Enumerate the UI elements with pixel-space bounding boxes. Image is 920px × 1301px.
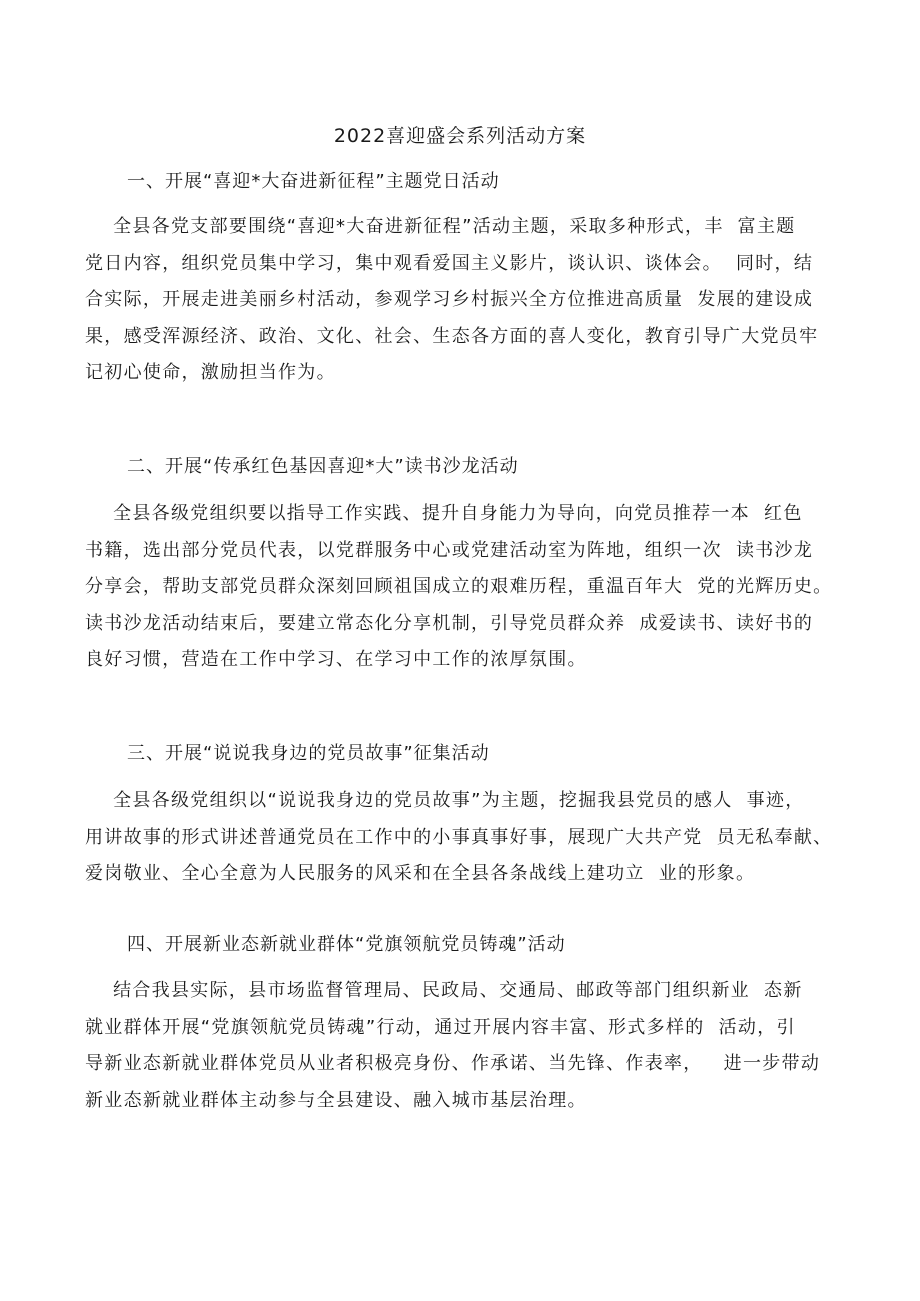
paragraph-line: 全县各党支部要围绕“喜迎*大奋进新征程”活动主题，采取多种形式，丰 富主题 [85,216,796,237]
paragraph-line: 爱岗敬业、全心全意为人民服务的风采和在全县各条战线上建功立 业的形象。 [85,863,756,885]
paragraph-line: 读书沙龙活动结束后，要建立常态化分享机制，引导党员群众养 成爱读书、读好书的 [85,612,814,634]
section-heading-3: 三、开展“说说我身边的党员故事”征集活动 [127,743,490,764]
paragraph-line: 全县各级党组织要以指导工作实践、提升自身能力为导向，向党员推荐一本 红色 [85,503,803,524]
paragraph-line: 合实际，开展走进美丽乡村活动，参观学习乡村振兴全方位推进高质量 发展的建设成 [85,289,814,311]
section-heading-1: 一、开展“喜迎*大奋进新征程”主题党日活动 [127,171,500,192]
paragraph-line: 结合我县实际，县市场监督管理局、民政局、交通局、邮政等部门组织新业 态新 [85,980,803,1001]
section-paragraph-3 [85,783,845,893]
paragraph-line: 新业态新就业群体主动参与全县建设、融入城市基层治理。 [85,1089,587,1111]
paragraph-line: 书籍，选出部分党员代表，以党群服务中心或党建活动室为阵地，组织一次 读书沙龙 [85,539,814,561]
paragraph-line: 良好习惯，营造在工作中学习、在学习中工作的浓厚氛围。 [85,649,587,671]
section-heading-2: 二、开展“传承红色基因喜迎*大”读书沙龙活动 [127,456,519,477]
paragraph-line: 就业群体开展“党旗领航党员铸魂”行动，通过开展内容丰富、形式多样的 活动，引 [85,1016,796,1038]
paragraph-line: 果，感受浑源经济、政治、文化、社会、生态各方面的喜人变化，教育引导广大党员牢 [85,325,819,347]
paragraph-line: 全县各级党组织以“说说我身边的党员故事”为主题，挖掘我县党员的感人 事迹， [85,790,805,811]
paragraph-line: 分享会，帮助支部党员群众深刻回顾祖国成立的艰难历程，重温百年大 党的光辉历史。 [85,576,833,598]
document-title: 2022喜迎盛会系列活动方案 [333,125,587,147]
paragraph-line: 用讲故事的形式讲述普通党员在工作中的小事真事好事，展现广大共产党 员无私奉献、 [85,826,833,848]
paragraph-line: 记初心使命，激励担当作为。 [85,362,336,384]
section-heading-4: 四、开展新业态新就业群体“党旗领航党员铸魂”活动 [127,934,566,955]
section-paragraph-2 [85,496,845,679]
section-paragraph-1 [85,209,845,392]
section-paragraph-4 [85,973,845,1119]
paragraph-line: 党日内容，组织党员集中学习，集中观看爱国主义影片，谈认识、谈体会。 同时，结 [85,252,814,274]
paragraph-line: 导新业态新就业群体党员从业者积极亮身份、作承诺、当先锋、作表率， 进一步带动 [85,1053,821,1075]
